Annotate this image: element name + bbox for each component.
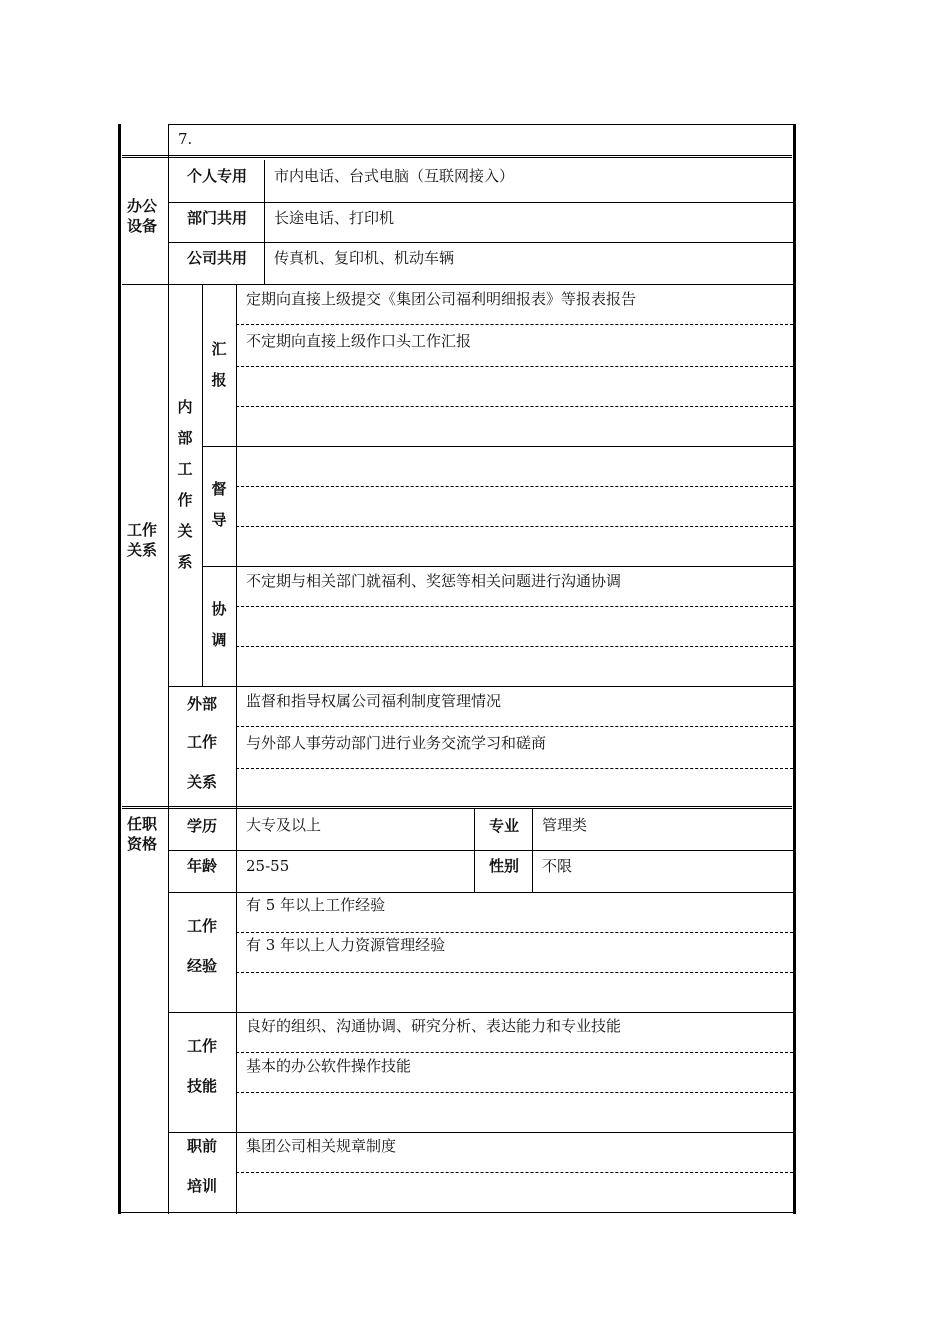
experience-line-1: 有 5 年以上工作经验 [246, 896, 386, 914]
education-value: 大专及以上 [246, 816, 322, 834]
experience-line-2: 有 3 年以上人力资源管理经验 [246, 936, 446, 954]
internal-line-1 [202, 446, 793, 447]
gender-label: 性别 [488, 857, 519, 875]
qual-line-3 [168, 1012, 793, 1013]
content-col-divider [236, 284, 237, 1214]
internal-line-3 [168, 686, 793, 687]
job-description-form [118, 124, 796, 1214]
dash-line [236, 1092, 793, 1093]
qual-line-2 [168, 892, 793, 893]
age-label: 年龄 [186, 857, 217, 875]
top-line [168, 124, 793, 125]
major-label: 专业 [488, 817, 519, 835]
supervise-label: 督导 [211, 480, 227, 529]
internal-line-2 [202, 566, 793, 567]
dash-line [236, 1052, 793, 1053]
skills-line-2: 基本的办公软件操作技能 [246, 1057, 412, 1075]
section-line-1 [122, 155, 792, 158]
experience-label-1: 工作 [186, 917, 217, 935]
qualifications-label: 任职资格 [126, 815, 157, 853]
equip-line-2 [168, 242, 793, 243]
gender-value: 不限 [542, 857, 573, 875]
right-border [793, 124, 796, 1214]
dash-line [236, 932, 793, 933]
left-border [118, 124, 121, 1214]
training-label-1: 职前 [186, 1137, 217, 1155]
dash-line [236, 1172, 793, 1173]
coordinate-line-1: 不定期与相关部门就福利、奖惩等相关问题进行沟通协调 [246, 572, 622, 590]
report-line-2: 不定期向直接上级作口头工作汇报 [246, 332, 472, 350]
qual-line-4 [168, 1132, 793, 1133]
work-relations-label: 工作关系 [126, 521, 157, 559]
training-line-1: 集团公司相关规章制度 [246, 1137, 397, 1155]
education-label: 学历 [186, 817, 217, 835]
qual-line-1 [168, 850, 793, 851]
dash-line [236, 324, 793, 325]
dash-line [236, 526, 793, 527]
equip-company-label: 公司共用 [186, 249, 247, 267]
age-value: 25-55 [246, 857, 290, 875]
experience-label-2: 经验 [186, 957, 217, 975]
section-line-3 [122, 806, 792, 809]
internal-col-divider [202, 284, 203, 686]
external-label-2: 工作 [186, 733, 217, 751]
equip-personal-label: 个人专用 [186, 167, 247, 185]
external-label-3: 关系 [186, 773, 217, 791]
equip-col-divider [264, 160, 265, 284]
row-number: 7. [178, 130, 193, 148]
equip-department-label: 部门共用 [186, 209, 247, 227]
section-line-2 [122, 284, 793, 285]
external-label-1: 外部 [186, 695, 217, 713]
skills-line-1: 良好的组织、沟通协调、研究分析、表达能力和专业技能 [246, 1017, 622, 1035]
dash-line [236, 646, 793, 647]
equip-department-value: 长途电话、打印机 [274, 209, 395, 227]
major-value: 管理类 [542, 816, 588, 834]
bottom-line [118, 1212, 796, 1213]
external-line-2: 与外部人事劳动部门进行业务交流学习和磋商 [246, 734, 547, 752]
col-divider-1 [168, 124, 169, 1214]
training-label-2: 培训 [186, 1177, 217, 1195]
dash-line [236, 486, 793, 487]
coordinate-label: 协调 [211, 600, 227, 649]
report-line-1: 定期向直接上级提交《集团公司福利明细报表》等报表报告 [246, 290, 637, 308]
dash-line [236, 606, 793, 607]
internal-relations-label: 内部工作关系 [177, 398, 193, 571]
dash-line [236, 768, 793, 769]
skills-label-2: 技能 [186, 1077, 217, 1095]
dash-line [236, 406, 793, 407]
dash-line [236, 366, 793, 367]
report-label: 汇报 [211, 340, 227, 389]
office-equipment-label: 办公设备 [126, 197, 157, 235]
equip-personal-value: 市内电话、台式电脑（互联网接入） [274, 167, 515, 185]
skills-label-1: 工作 [186, 1037, 217, 1055]
equip-company-value: 传真机、复印机、机动车辆 [274, 249, 455, 267]
dash-line [236, 726, 793, 727]
dash-line [236, 972, 793, 973]
equip-line-1 [168, 202, 793, 203]
external-line-1: 监督和指导权属公司福利制度管理情况 [246, 692, 502, 710]
